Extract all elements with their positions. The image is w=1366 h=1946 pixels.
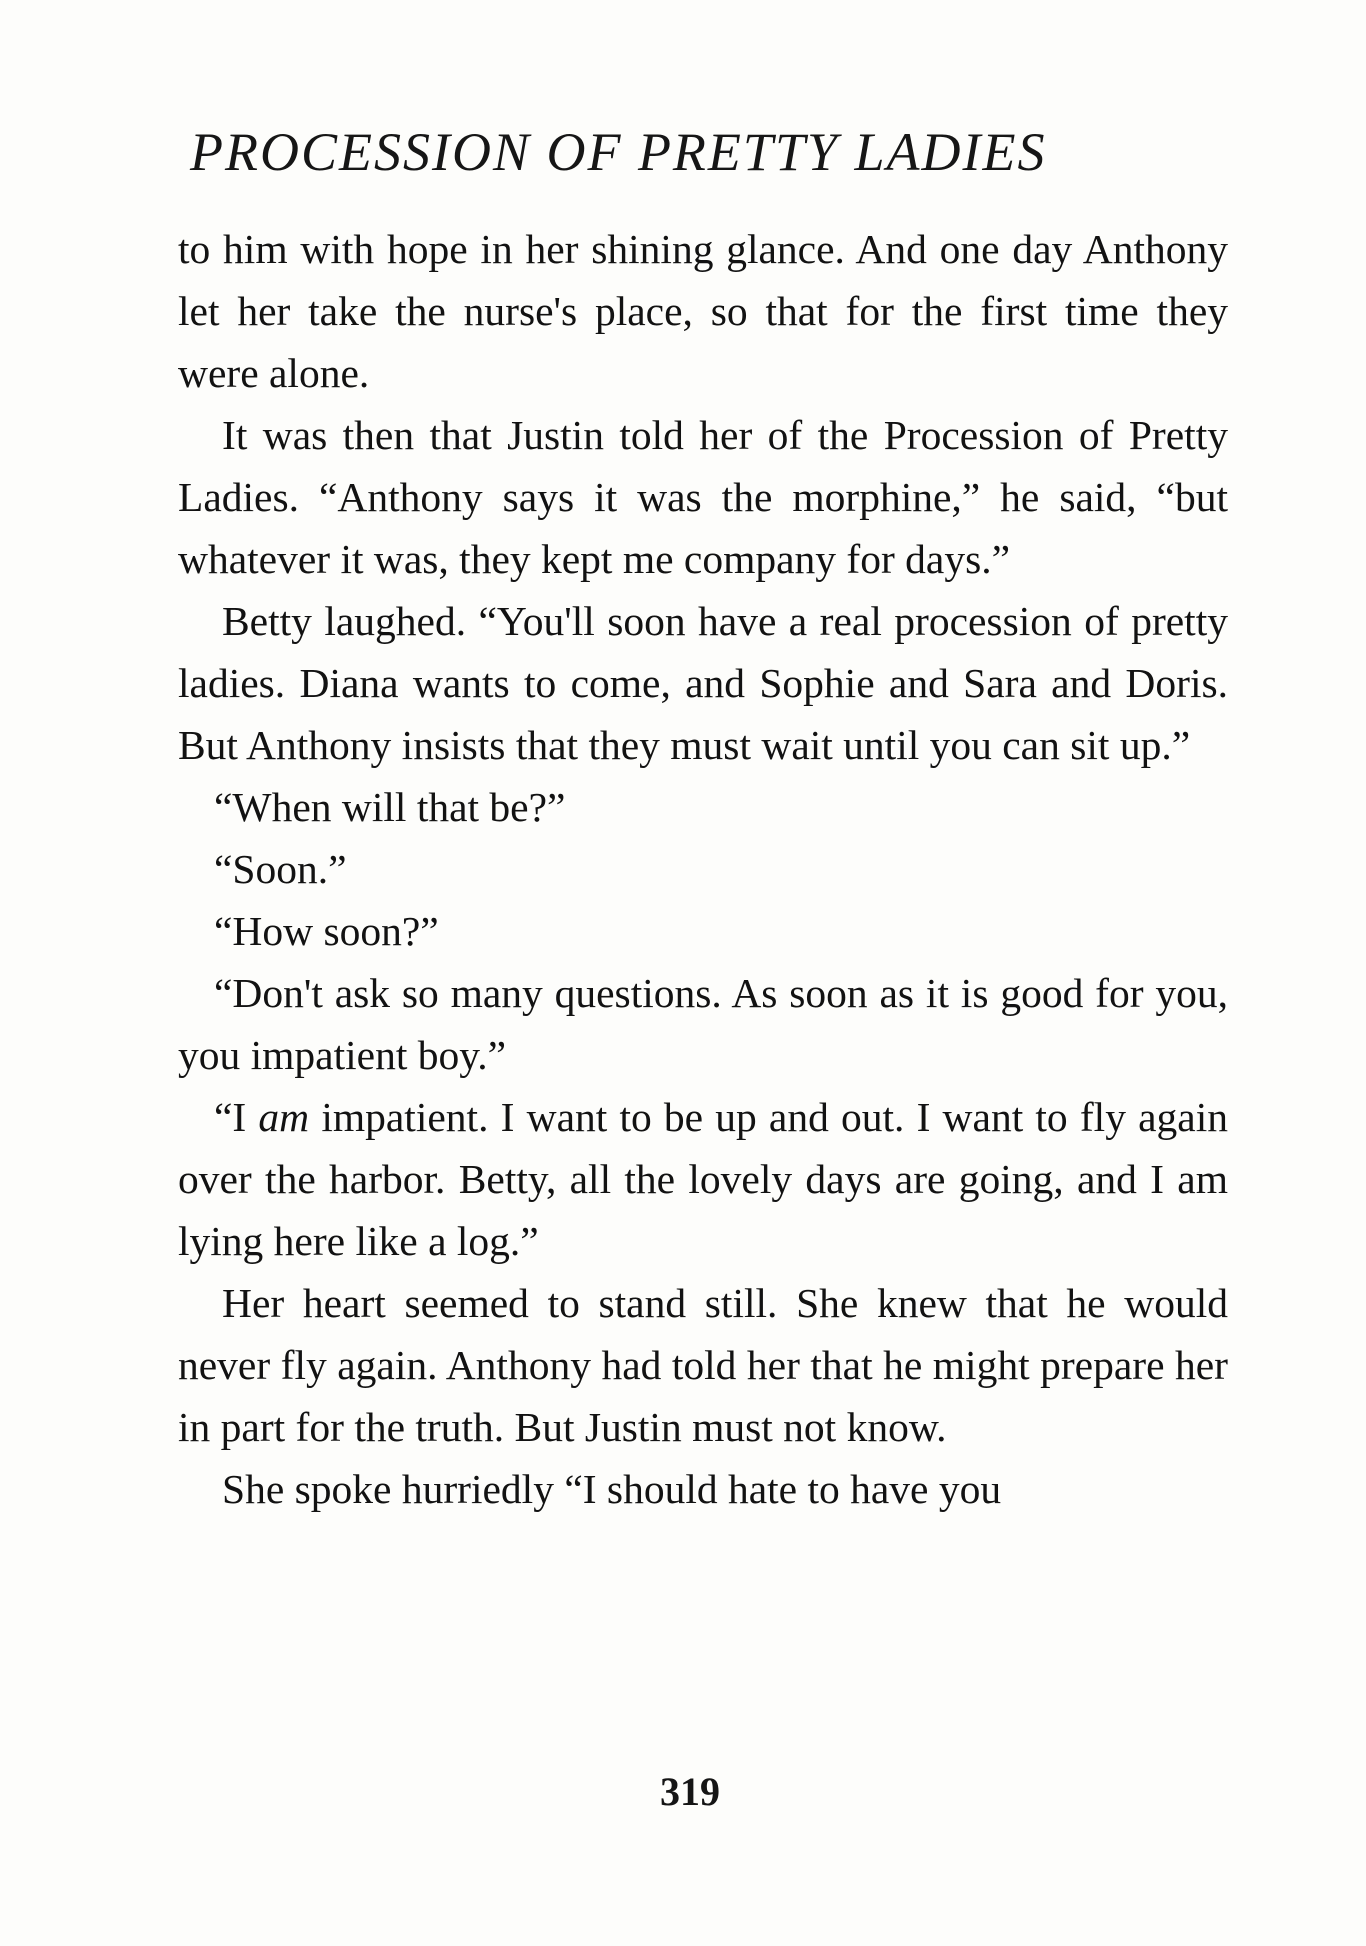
paragraph-3: Betty laughed. “You'll soon have a real procession of pretty ladies. Diana wants to come, and Sophie and Sara and Doris. But Anthony insists that they must wait until you can sit up.” xyxy=(178,598,1228,768)
paragraph-1: to him with hope in her shining glance. And one day Anthony let her take the nurse's place, so that for the first time they were alone. xyxy=(178,226,1228,396)
paragraph-8-start: “I xyxy=(214,1094,259,1140)
emphasis-am: am xyxy=(258,1094,310,1140)
paragraph-7: “Don't ask so many questions. As soon as it is good for you, you impatient boy.” xyxy=(178,970,1228,1078)
paragraph-2: It was then that Justin told her of the Procession of Pretty Ladies. “Anthony says it was the morphine,” he said, “but whatever it was, they kept me company for days.” xyxy=(178,412,1228,582)
running-head: PROCESSION OF PRETTY LADIES xyxy=(190,122,1047,182)
paragraph-4: “When will that be?” xyxy=(214,784,566,830)
paragraph-8-rest: impatient. I want to be up and out. I want to fly again over the harbor. Betty, all the lovely days are going, and I am lying here like a log.” xyxy=(178,1094,1228,1264)
paragraph-9: Her heart seemed to stand still. She knew that he would never fly again. Anthony had told her that he might prepare her in part for the truth. But Justin must not know. xyxy=(178,1280,1228,1450)
paragraph-6: “How soon?” xyxy=(214,908,439,954)
paragraph-5: “Soon.” xyxy=(214,846,347,892)
page-number: 319 xyxy=(660,1769,720,1814)
paragraph-10: She spoke hurriedly “I should hate to have you xyxy=(222,1466,1002,1512)
paragraph-8 xyxy=(178,1086,1228,1272)
body-text xyxy=(178,218,1228,1520)
